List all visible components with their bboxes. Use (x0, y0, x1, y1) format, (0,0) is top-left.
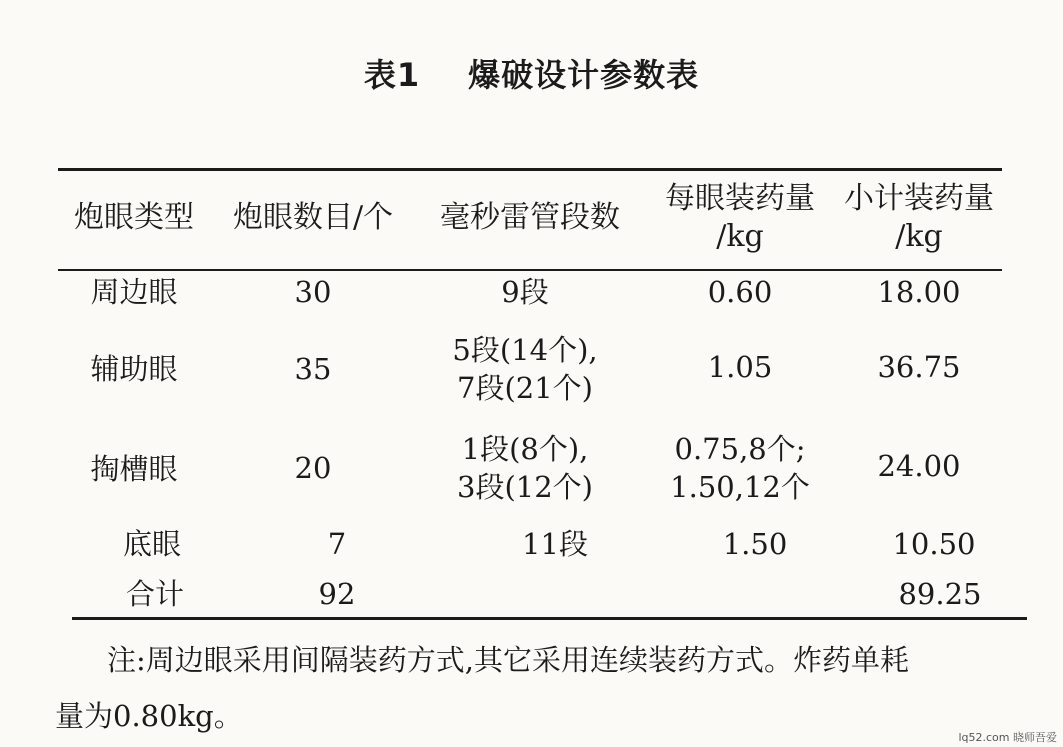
table-title (0, 50, 1063, 96)
row-4-subtotal: 10.50 (892, 527, 976, 561)
row-4-count: 7 (327, 527, 347, 561)
row-3-charge-per-hole-line1: 0.75,8个; (674, 432, 806, 466)
header-charge-per-hole-unit: /kg (716, 219, 764, 254)
header-hole-type: 炮眼类型 (74, 200, 194, 235)
table-top-rule (58, 168, 1002, 171)
row-4-charge-per-hole: 1.50 (722, 527, 788, 561)
row-3-type: 掏槽眼 (90, 452, 178, 486)
table-note-line1: 注:周边眼采用间隔装药方式,其它采用连续装药方式。炸药单耗 (107, 643, 909, 677)
row-1-delay: 9段 (501, 275, 549, 309)
row-2-subtotal: 36.75 (877, 350, 961, 384)
header-delay-segments: 毫秒雷管段数 (440, 200, 620, 235)
row-total-label: 合计 (125, 577, 185, 611)
row-2-delay (452, 331, 597, 407)
row-3-delay-line2: 3段(12个) (457, 470, 593, 504)
header-subtotal-charge-unit: /kg (895, 219, 943, 254)
row-1-charge-per-hole: 0.60 (707, 275, 773, 309)
row-total-count: 92 (318, 577, 356, 611)
row-3-delay (457, 430, 593, 506)
row-3-delay-line1: 1段(8个), (461, 432, 589, 466)
row-3-charge-per-hole-line2: 1.50,12个 (670, 470, 810, 504)
row-1-count: 30 (294, 275, 332, 309)
header-subtotal-charge (844, 180, 994, 256)
header-charge-per-hole (665, 180, 815, 256)
row-1-type: 周边眼 (90, 275, 178, 309)
row-3-subtotal: 24.00 (877, 449, 961, 483)
row-2-type: 辅助眼 (90, 352, 178, 386)
row-3-charge-per-hole (670, 430, 810, 506)
row-2-delay-line2: 7段(21个) (457, 371, 593, 405)
row-2-charge-per-hole: 1.05 (707, 350, 773, 384)
table-header-rule (58, 269, 1002, 271)
header-hole-count: 炮眼数目/个 (232, 200, 394, 235)
table-number: 表1 (363, 56, 421, 94)
header-charge-per-hole-line1: 每眼装药量 (665, 181, 815, 216)
row-2-count: 35 (294, 352, 332, 386)
row-2-delay-line1: 5段(14个), (452, 333, 598, 367)
table-title-text: 爆破设计参数表 (468, 56, 700, 94)
row-4-delay: 11段 (522, 527, 588, 561)
header-subtotal-charge-line1: 小计装药量 (844, 181, 994, 216)
row-3-count: 20 (294, 451, 332, 485)
row-1-subtotal: 18.00 (877, 275, 961, 309)
row-total-subtotal: 89.25 (898, 577, 982, 611)
table-note-line2: 量为0.80kg。 (55, 699, 243, 733)
site-watermark: lq52.com 晓师吾爱 (958, 731, 1057, 744)
table-bottom-rule (72, 617, 1027, 620)
row-4-type: 底眼 (122, 527, 182, 561)
